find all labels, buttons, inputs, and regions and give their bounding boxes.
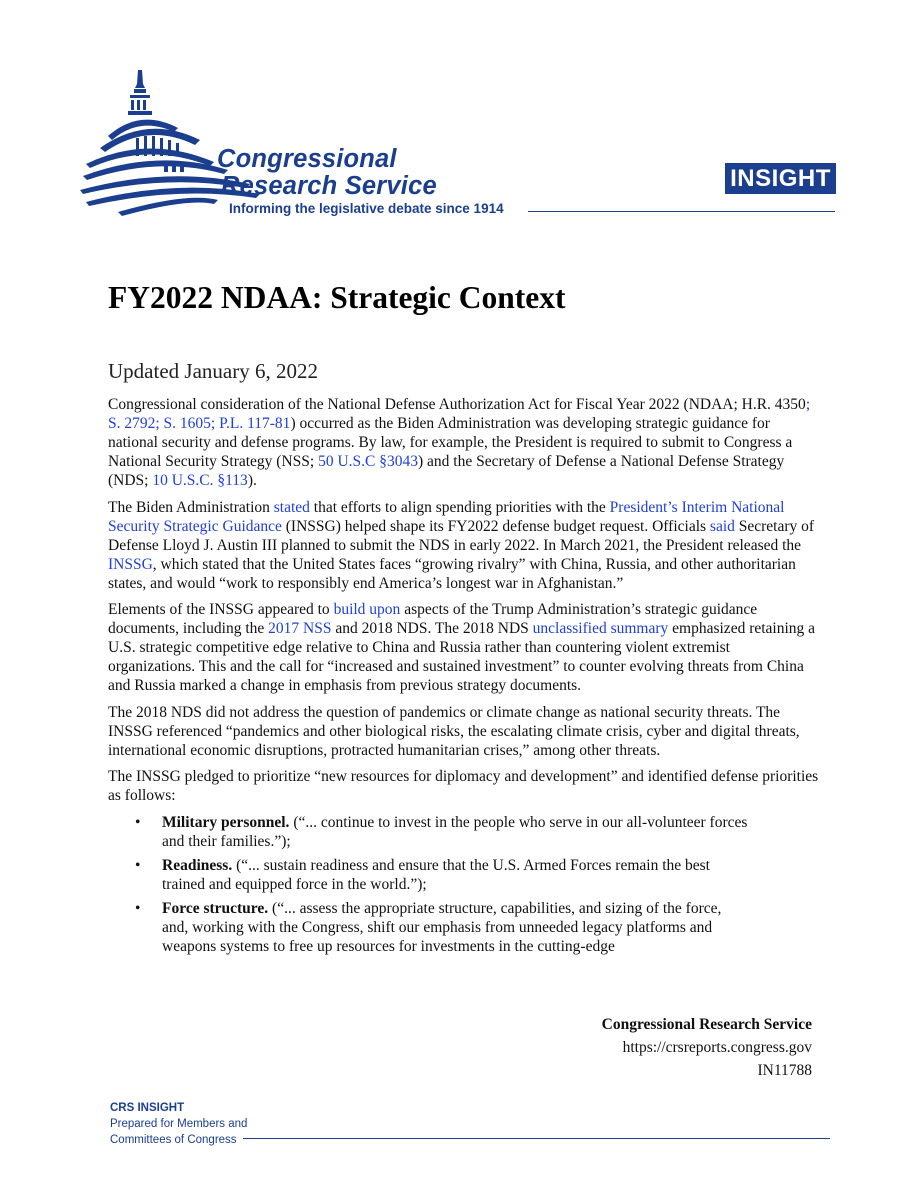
crs-wordmark [217,146,437,200]
bullet-icon: • [135,813,141,831]
document-body [108,395,820,961]
p3-text-4: emphasized retaining a U.S. strategic competitive edge relative to China and Russia rather than countering violent extremist organizations. This and the call for “increased and sustained investment” to counter evolving threats from China and Russia marked a change in emphasis from previous strategy documents. [108,620,816,694]
bullet-icon: • [135,899,141,917]
footer-crs-insight: CRS INSIGHT [110,1102,185,1114]
link-stated[interactable]: stated [273,498,310,516]
p2-text-3: (INSSG) helped shape its FY2022 defense budget request. Officials [281,517,710,535]
list-item [108,856,820,894]
p1-text-4: ). [247,472,257,489]
link-10-usc-113[interactable]: 10 U.S.C. §113 [152,472,248,489]
footer-org: Congressional Research Service [601,1016,812,1033]
footer-report-id: IN11788 [757,1062,812,1079]
footer-citation [602,1013,812,1082]
link-build-upon[interactable]: build upon [333,601,401,618]
footer-label [110,1100,247,1148]
p2-text-5: , which stated that the United States faces “growing rivalry” with China, Russia, and other authoritarian states, and would “work to responsibly end America’s longest war in Afghanistan.” [108,555,796,592]
link-bills[interactable]: ; S. 2792; S. 1605; P.L. 117-81 [108,396,811,432]
p3-text-3: and 2018 NDS. The 2018 NDS [331,620,533,637]
crs-wordmark-line1: Congressional [217,145,397,173]
p1-text-3: ) and the Secretary of Defense a National Defense Strategy (NDS; [108,453,785,489]
list-item-heading: Force structure. [162,899,269,917]
bullet-icon: • [135,856,141,874]
page-title: FY2022 NDAA: Strategic Context [108,280,566,315]
footer-prepared-2: Committees of Congress [110,1134,237,1146]
list-item [108,813,820,851]
list-item-heading: Military personnel. [162,813,290,831]
p2-text-1: The Biden Administration [108,498,274,516]
p2-text-4: Secretary of Defense Lloyd J. Austin III planned to submit the NDS in early 2022. In March 2021, the President released the [108,517,815,554]
tagline-divider [528,211,835,212]
p3-text-2: aspects of the Trump Administration’s strategic guidance documents, including the [108,601,758,637]
link-2017-nss[interactable]: 2017 NSS [268,620,332,637]
list-item-text: (“... continue to invest in the people who serve in our all-volunteer forces and their families.”); [162,813,748,850]
paragraph-4: The 2018 NDS did not address the question of pandemics or climate change as national security threats. The INSSG referenced “pandemics and other biological risks, the escalating climate crisis, cyber and digital threats, international economic disruptions, protracted humanitarian crises,” among other threats. [108,703,800,759]
paragraph-3 [108,600,820,695]
crs-wordmark-line2: Research Service [221,172,437,200]
p1-text-1: Congressional consideration of the National Defense Authorization Act for Fiscal Year 2022 (NDAA; H.R. 4350 [108,396,806,413]
link-unclassified-summary[interactable]: unclassified summary [532,620,669,637]
priorities-list [108,813,820,956]
link-interim-guidance[interactable]: President’s Interim National Security Strategic Guidance [108,498,785,535]
insight-badge: INSIGHT [725,163,836,194]
list-item-heading: Readiness. [162,856,233,874]
footer-prepared-1: Prepared for Members and [110,1118,248,1130]
p1-text-2: ) occurred as the Biden Administration was developing strategic guidance for national security and defense programs. By law, for example, the President is required to submit to Congress a National Security Strategy (NSS; [108,415,793,470]
link-50-usc-3043[interactable]: 50 U.S.C §3043 [318,453,418,470]
crs-tagline: Informing the legislative debate since 1914 [229,201,504,216]
p3-text-1: Elements of the INSSG appeared to [108,601,334,618]
list-item [108,899,820,956]
paragraph-1 [108,395,820,490]
paragraph-5: The INSSG pledged to prioritize “new resources for diplomacy and development” and identified defense priorities as follows: [108,768,819,804]
link-said[interactable]: said [709,517,735,535]
list-item-text: (“... assess the appropriate structure, capabilities, and sizing of the force, and, working with the Congress, shift our emphasis from unneeded legacy platforms and weapons systems to free up resources for investments in the cutting-edge [162,899,722,955]
p2-text-2: that efforts to align spending priorities with the [309,498,610,516]
link-inssg[interactable]: INSSG [108,555,153,573]
list-item-text: (“... sustain readiness and ensure that the U.S. Armed Forces remain the best trained and equipped force in the world.”); [162,856,710,893]
updated-date: Updated January 6, 2022 [108,359,318,383]
footer-url[interactable]: https://crsreports.congress.gov [622,1039,812,1056]
paragraph-2 [108,498,820,593]
footer-divider [243,1138,830,1139]
